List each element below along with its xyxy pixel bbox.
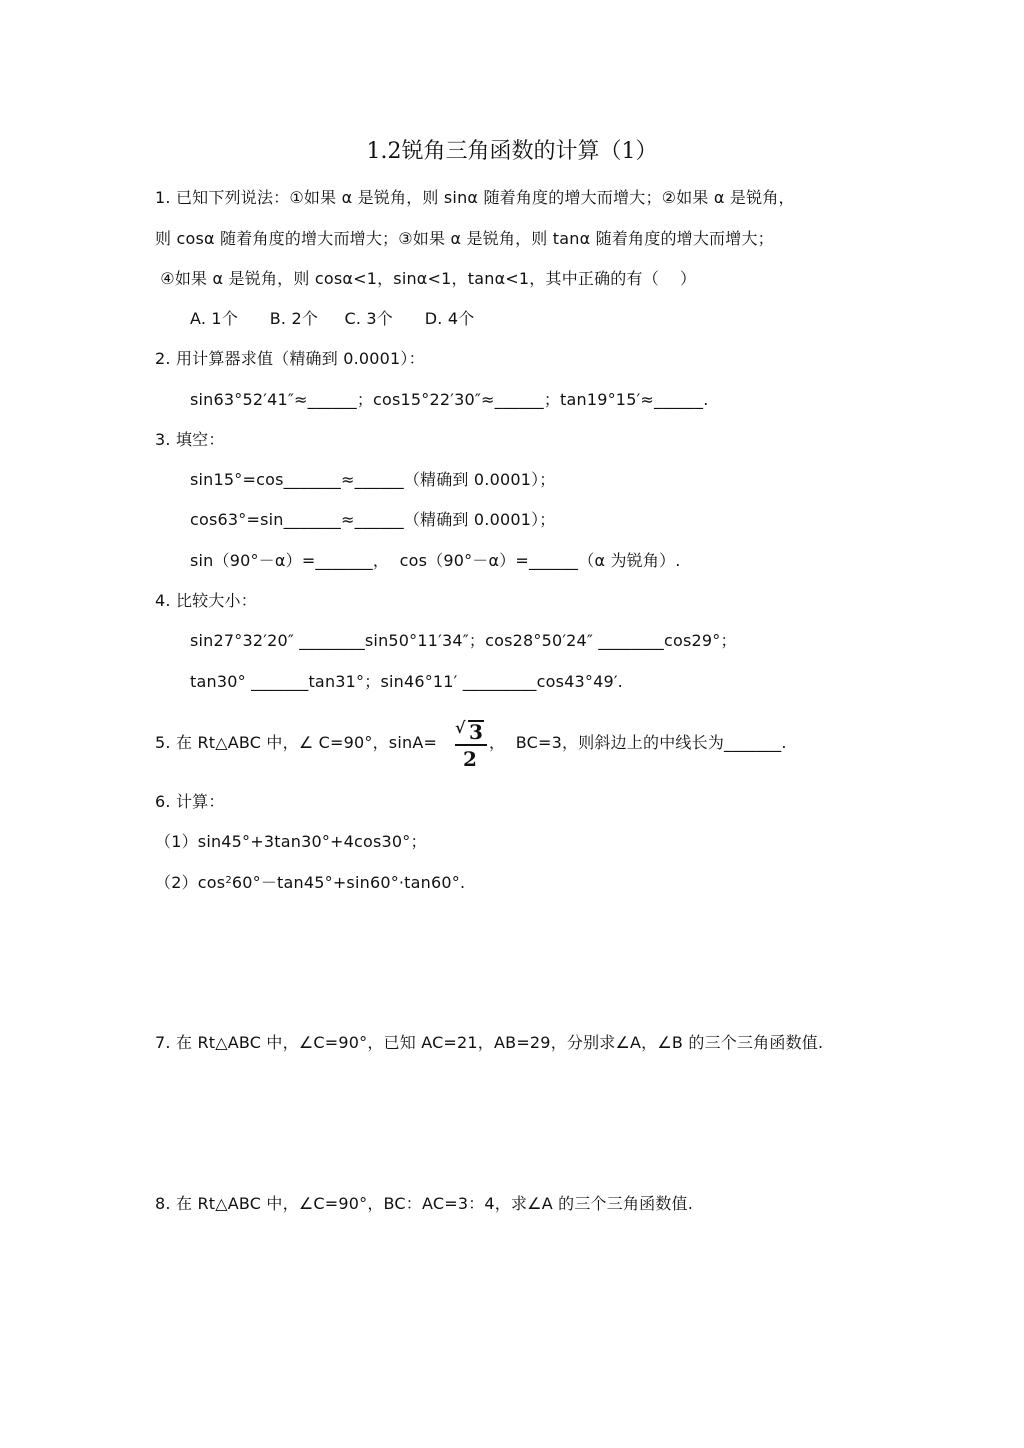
question-5-text-after: ， BC=3，则斜边上的中线长为_______. (489, 733, 787, 752)
fraction-numerator: 3 (469, 720, 483, 744)
question-3-heading: 3. 填空： (155, 430, 225, 449)
question-6-line-2 (155, 873, 465, 893)
question-1-options: A. 1个 B. 2个 C. 3个 D. 4个 (190, 309, 475, 328)
question-5-text-before: 5. 在 Rt△ABC 中，∠ C=90°，sinA= (155, 733, 438, 752)
question-3-line-1: sin15°=cos_______≈______（精确到 0.0001）； (190, 470, 556, 489)
question-2-line-1: sin63°52′41″≈______；cos15°22′30″≈______；tan19°15′≈______. (190, 390, 709, 409)
question-4-heading: 4. 比较大小： (155, 591, 257, 610)
question-6-heading: 6. 计算： (155, 792, 225, 811)
sqrt3-over-2-fraction (455, 718, 487, 770)
question-7-text: 7. 在 Rt△ABC 中，∠C=90°，已知 AC=21，AB=29，分别求∠A，∠B 的三个三角函数值. (155, 1033, 824, 1052)
question-8-text: 8. 在 Rt△ABC 中，∠C=90°，BC：AC=3：4，求∠A 的三个三角函数值. (155, 1194, 694, 1213)
question-1-line-3: ④如果 α 是锐角，则 cosα<1，sinα<1，tanα<1，其中正确的有（ ） (155, 269, 697, 288)
question-6-line-2-prefix: （2）cos (155, 873, 226, 892)
question-6-line-1: （1）sin45°+3tan30°+4cos30°； (155, 832, 427, 851)
question-4-line-2: tan30° _______tan31°；sin46°11′ _________cos43°49′. (190, 672, 623, 691)
radical-sign: √ (455, 718, 466, 737)
question-4-line-1: sin27°32′20″ ________sin50°11′34″；cos28°50′24″ ________cos29°； (190, 631, 737, 650)
question-3-line-3: sin（90°－α）=_______， cos（90°－α）=______（α 为锐角）. (190, 551, 681, 570)
question-2-heading: 2. 用计算器求值（精确到 0.0001）： (155, 349, 425, 368)
question-1-line-2: 则 cosα 随着角度的增大而增大；③如果 α 是锐角，则 tanα 随着角度的增大而增大； (155, 229, 774, 248)
fraction-denominator: 2 (463, 747, 477, 771)
question-1-line-1: 1. 已知下列说法：①如果 α 是锐角，则 sinα 随着角度的增大而增大；②如果 α 是锐角， (155, 188, 795, 207)
square-exponent: 2 (225, 875, 232, 886)
question-6-line-2-rest: 60°－tan45°+sin60°·tan60°. (231, 873, 466, 892)
fraction-bar (455, 744, 487, 746)
question-3-line-2: cos63°=sin_______≈______（精确到 0.0001）； (190, 510, 556, 529)
page-title: 1.2锐角三角函数的计算（1） (366, 139, 658, 164)
